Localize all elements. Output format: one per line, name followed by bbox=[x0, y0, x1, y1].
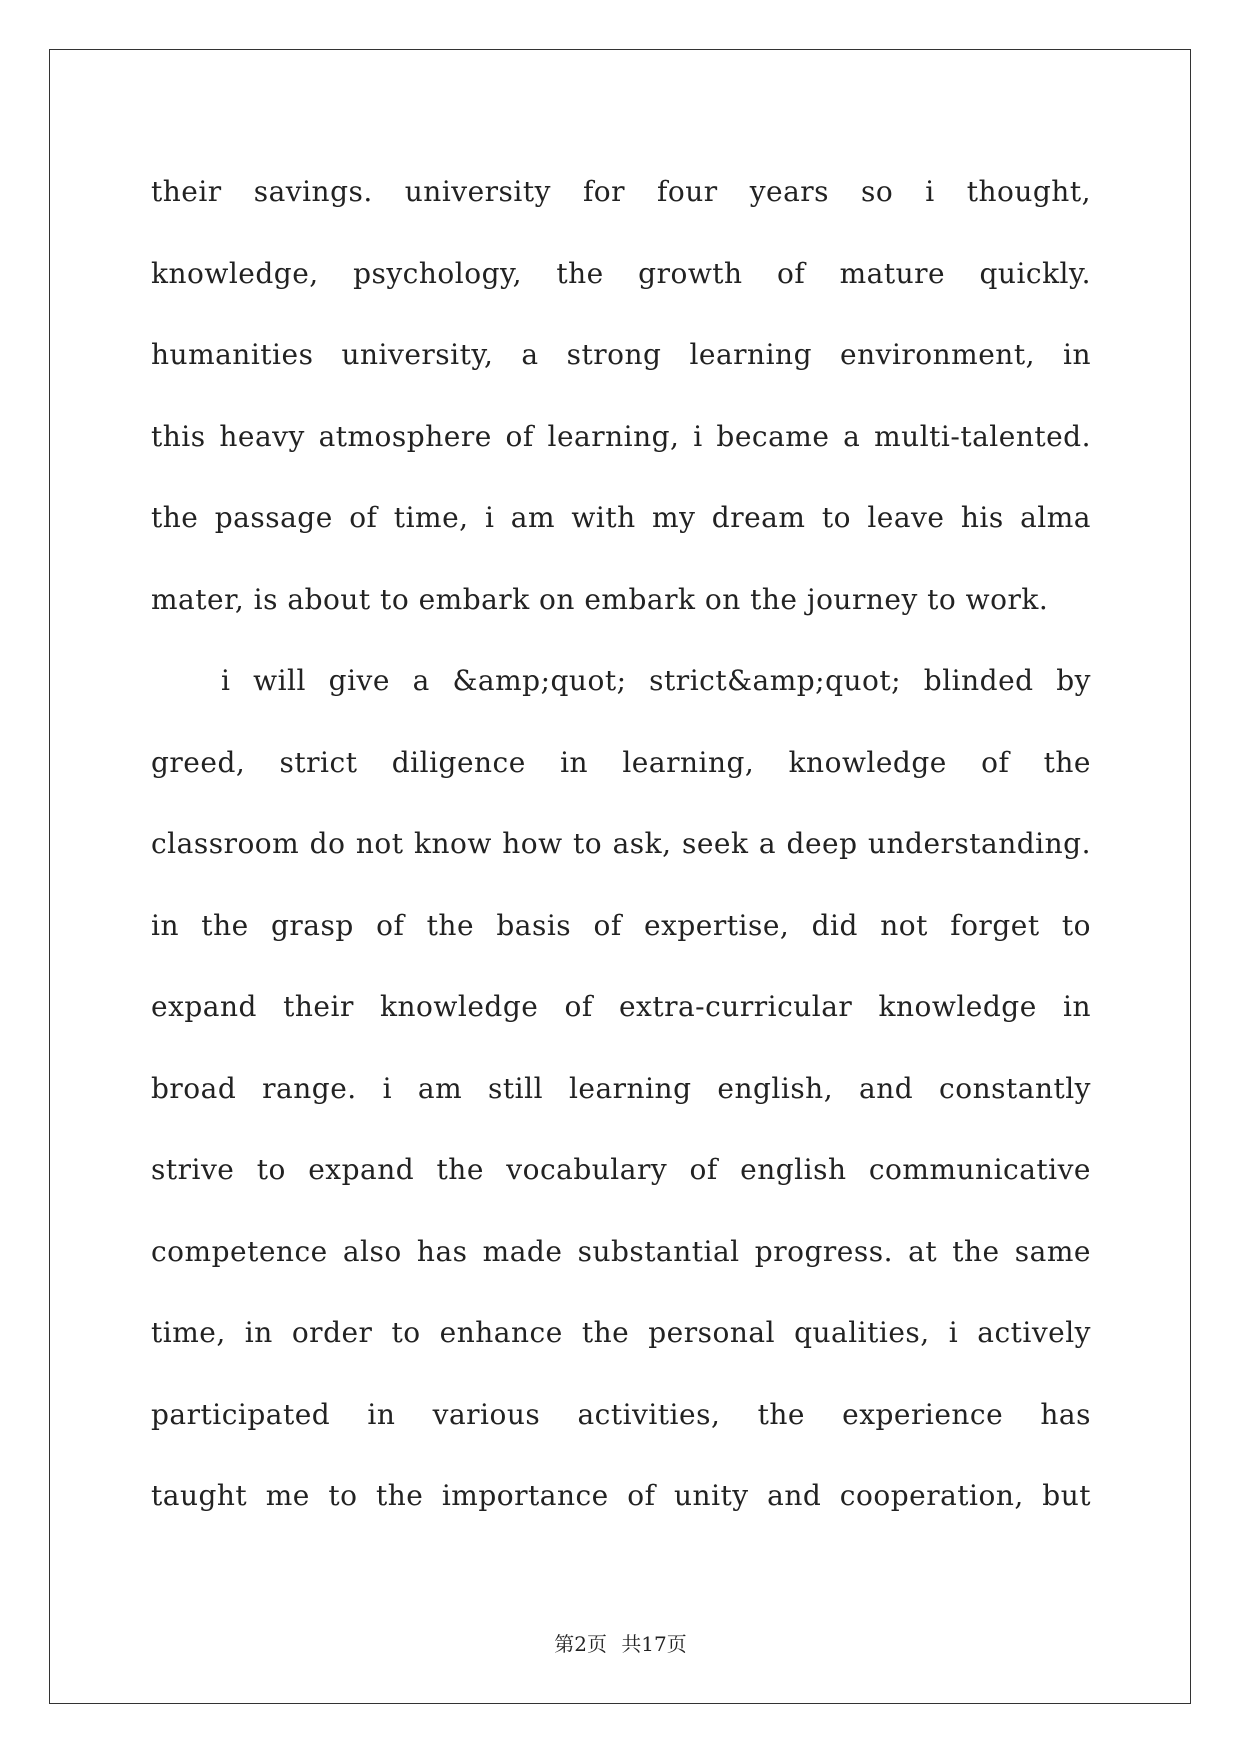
text-line: expand their knowledge of extra-curricular knowledge in bbox=[151, 990, 1091, 1023]
text-line: this heavy atmosphere of learning, i became a multi-talented. bbox=[151, 419, 1091, 453]
text-line: greed, strict diligence in learning, knowledge of the bbox=[151, 745, 1091, 779]
page-footer bbox=[0, 1628, 1241, 1657]
text-line: taught me to the importance of unity and cooperation, but bbox=[151, 1479, 1091, 1512]
text-line: their savings. university for four years so i thought, bbox=[151, 175, 1091, 208]
text-line: strive to expand the vocabulary of english communicative bbox=[151, 1153, 1091, 1186]
page-number: 第2页 bbox=[554, 1632, 607, 1656]
text-line: mater, is about to embark on embark on the journey to work. bbox=[151, 582, 1049, 616]
body-text bbox=[151, 166, 1091, 1552]
page-total: 共17页 bbox=[621, 1632, 687, 1656]
text-line: broad range. i am still learning english, and constantly bbox=[151, 1071, 1091, 1105]
text-line: time, in order to enhance the personal qualities, i actively bbox=[151, 1316, 1091, 1349]
text-line: in the grasp of the basis of expertise, did not forget to bbox=[151, 908, 1091, 942]
text-line: i will give a &amp;quot; strict&amp;quot; blinded by bbox=[221, 664, 1091, 697]
text-line: humanities university, a strong learning environment, in bbox=[151, 338, 1091, 371]
text-line: knowledge, psychology, the growth of mature quickly. bbox=[151, 256, 1091, 290]
text-line: competence also has made substantial progress. at the same bbox=[151, 1234, 1091, 1268]
text-line: participated in various activities, the experience has bbox=[151, 1397, 1091, 1431]
text-line: classroom do not know how to ask, seek a deep understanding. bbox=[151, 827, 1091, 860]
text-line: the passage of time, i am with my dream to leave his alma bbox=[151, 501, 1091, 534]
